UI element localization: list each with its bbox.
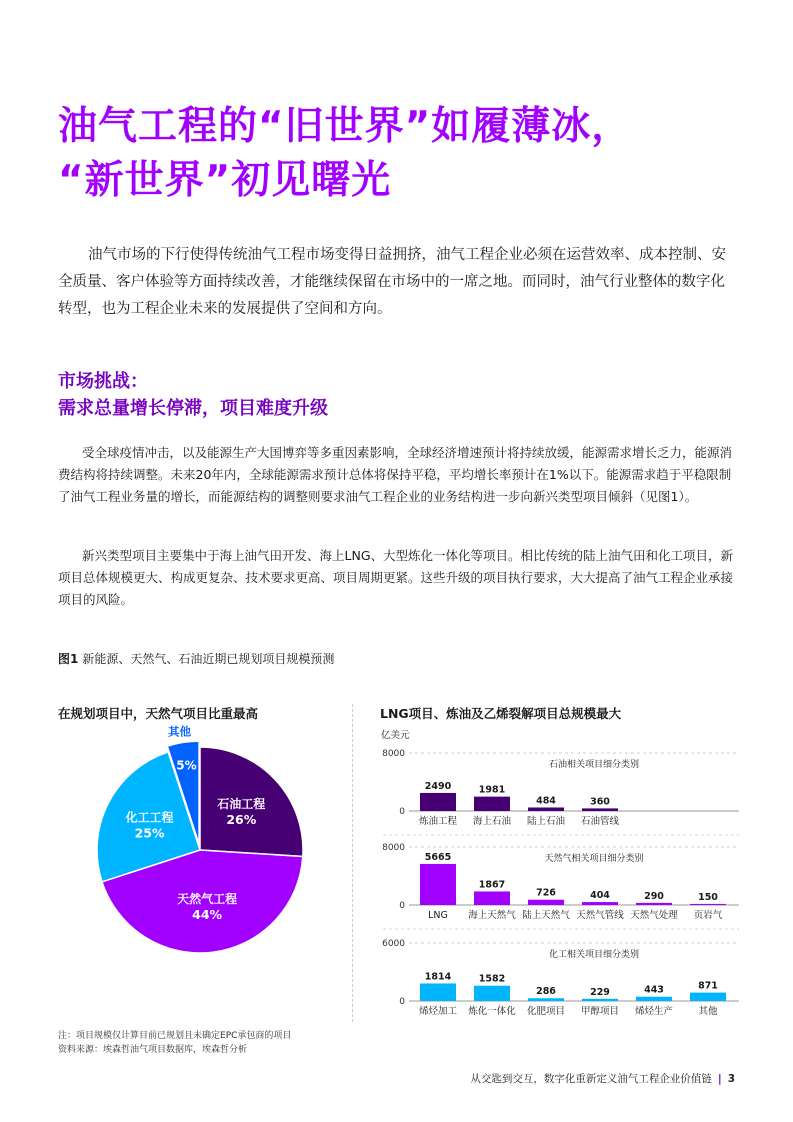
bar-category-label: 陆上天然气: [522, 910, 570, 921]
pie-slice-3-label: 化工工程: [125, 810, 174, 825]
figure-note: 注：项目规模仅计算目前已规划且未确定EPC承包商的项目: [58, 1031, 292, 1041]
bar-chart-title: LNG项目、炼油及乙烯裂解项目总规模最大: [380, 706, 622, 721]
bar-panel-2: [382, 843, 739, 929]
bar: [582, 902, 618, 905]
footer-separator: |: [717, 1073, 722, 1085]
bar-value-label: 290: [644, 890, 664, 902]
page-title: [58, 100, 758, 208]
bar-category-label: 炼化一体化: [468, 1006, 516, 1017]
bar: [636, 903, 672, 905]
page-footer: [470, 1071, 735, 1086]
bar: [582, 999, 618, 1001]
bar-value-label: 443: [644, 984, 664, 996]
pie-slice-2-label: 天然气工程: [177, 892, 238, 907]
bar-panel-3: [382, 939, 739, 1017]
section-heading: [58, 368, 328, 422]
figure-caption-text: 新能源、天然气、石油近期已规划项目规模预测: [82, 652, 335, 666]
figure-label: 图1: [58, 652, 79, 666]
bar-category-label: 烯烃加工: [418, 1006, 458, 1017]
body-paragraph-2: 新兴类型项目主要集中于海上油气田开发、海上LNG、大型炼化一体化等项目。相比传统的陆上油气田和化工项目，新项目总体规模更大、构成更复杂、技术要求更高、项目周期更紧。这些升级的项目执行要求，大大提高了油气工程企业承接项目的风险。: [58, 548, 734, 607]
bar: [474, 797, 510, 811]
bar-panel-subtitle: 天然气相关项目细分类别: [544, 854, 644, 864]
bar-value-label: 360: [590, 796, 610, 808]
bar: [420, 983, 456, 1001]
bar-value-label: 5665: [424, 851, 452, 863]
bar: [636, 997, 672, 1001]
figure-source: 资料来源：埃森哲油气项目数据库，埃森哲分析: [58, 1045, 248, 1055]
section-heading-line-2: 需求总量增长停滞，项目难度升级: [58, 398, 328, 419]
bar: [420, 864, 456, 905]
pie-slice-1-label: 石油工程: [217, 797, 266, 812]
bar-category-label: 化肥项目: [526, 1006, 566, 1017]
bar-panel-zero-tick: 0: [399, 901, 405, 911]
bar-category-label: 页岩气: [693, 910, 723, 921]
pie-slice-1-value: 26%: [226, 812, 257, 828]
intro-paragraph: 油气市场的下行使得传统油气工程市场变得日益拥挤，油气工程企业必须在运营效率、成本控制、安全质量、客户体验等方面持续改善，才能继续保留在市场中的一席之地。而同时，油气行业整体的数字化转型，也为工程企业未来的发展提供了空间和方向。: [58, 247, 726, 317]
bar-panel-ymax-tick: 8000: [382, 749, 405, 759]
bar-category-label: 海上石油: [472, 816, 512, 827]
bar-value-label: 1867: [478, 879, 506, 891]
bar-panel-ymax-tick: 6000: [382, 939, 405, 949]
bar-value-label: 1582: [478, 973, 506, 985]
bar: [582, 808, 618, 811]
bar-category-label: 甲醇项目: [580, 1006, 620, 1017]
bar-value-label: 150: [698, 891, 718, 903]
bar-value-label: 871: [698, 980, 718, 992]
bar: [690, 993, 726, 1001]
bar-value-label: 286: [536, 986, 556, 998]
figure-caption: [58, 650, 334, 667]
bar-value-label: 2490: [424, 780, 452, 792]
bar-value-label: 229: [590, 986, 610, 998]
bar: [528, 807, 564, 811]
pie-slice-4-label: 其他: [168, 724, 192, 739]
bar-value-label: 1814: [424, 971, 452, 983]
body-paragraph-1: 受全球疫情冲击，以及能源生产大国博弈等多重因素影响，全球经济增速预计将持续放缓，能源需求增长乏力，能源消费结构将持续调整。未来20年内，全球能源需求预计总体将保持平稳，平均增长率预计在1%以下。能源需求趋于平稳限制了油气工程业务量的增长，而能源结构的调整则要求油气工程企业的业务结构进一步向新兴类型项目倾斜（见图1）。: [58, 445, 733, 504]
bar-panel-ymax-tick: 8000: [382, 843, 405, 853]
chart-divider: [352, 704, 353, 1022]
section-heading-line-1: 市场挑战：: [58, 371, 148, 392]
bar-category-label: LNG: [428, 910, 448, 921]
pie-slice-3-value: 25%: [134, 825, 165, 841]
page-number: 3: [727, 1073, 735, 1085]
bar-category-label: 天然气管线: [576, 910, 624, 921]
pie-slice-2-value: 44%: [192, 907, 223, 923]
pie-chart: [85, 724, 315, 965]
bar: [474, 986, 510, 1001]
bar: [474, 891, 510, 905]
bar: [528, 900, 564, 905]
bar: [420, 793, 456, 811]
bar-panel-subtitle: 化工相关项目细分类别: [548, 950, 640, 960]
bar-value-label: 726: [536, 887, 556, 899]
bar-category-label: 石油管线: [580, 816, 620, 827]
bar: [528, 998, 564, 1001]
page-title-line-2: “新世界”初见曙光: [58, 158, 392, 203]
page-title-line-1: 油气工程的“旧世界”如履薄冰，: [58, 104, 632, 149]
footer-title: 从交匙到交互，数字化重新定义油气工程企业价值链: [470, 1073, 712, 1085]
bar-category-label: 其他: [698, 1006, 718, 1017]
pie-chart-title: 在规划项目中，天然气项目比重最高: [58, 706, 259, 721]
bar-category-label: 陆上石油: [526, 816, 566, 827]
bar-value-label: 404: [590, 890, 610, 902]
bar-value-label: 1981: [478, 784, 506, 796]
bar-panel-zero-tick: 0: [399, 997, 405, 1007]
bar-panel-zero-tick: 0: [399, 807, 405, 817]
bar-category-label: 烯烃生产: [634, 1006, 674, 1017]
bar-panel-1: [382, 749, 739, 835]
bar-panel-subtitle: 石油相关项目细分类别: [548, 760, 640, 770]
bar-category-label: 炼油工程: [418, 816, 458, 827]
pie-slice-4-value: 5%: [176, 758, 197, 773]
bar-category-label: 天然气处理: [630, 910, 678, 921]
bar-category-label: 海上天然气: [468, 910, 516, 921]
bar: [690, 904, 726, 905]
bar-chart: [375, 725, 745, 1020]
bar-chart-ylabel: 亿美元: [381, 730, 410, 741]
bar-value-label: 484: [536, 795, 556, 807]
